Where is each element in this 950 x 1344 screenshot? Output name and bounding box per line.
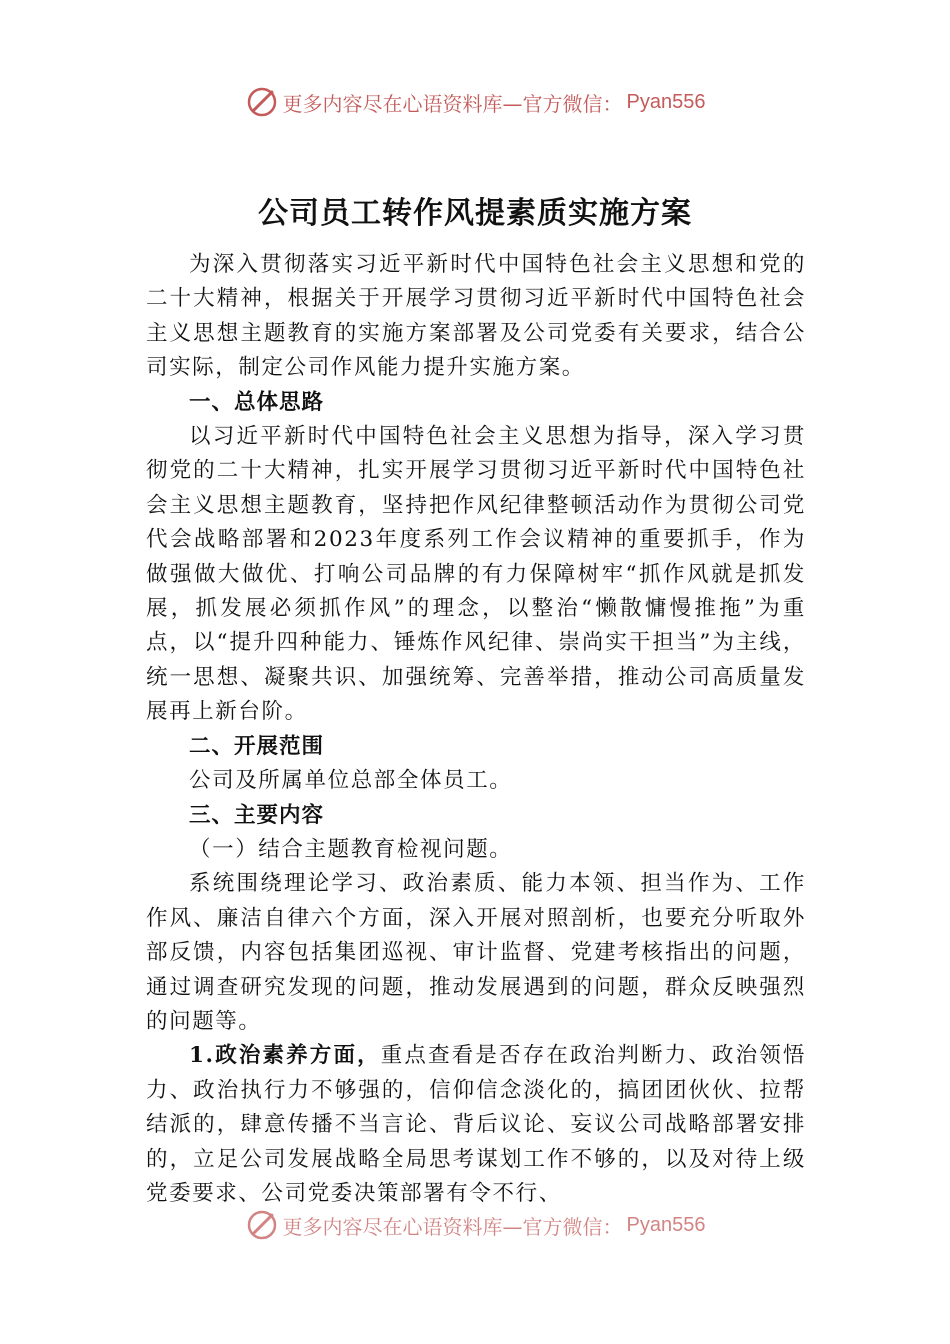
political-lead: 1.政治素养方面， <box>189 1043 381 1069</box>
brush-logo-icon <box>245 1208 279 1242</box>
watermark-text: 更多内容尽在心语资料库—官方微信： <box>282 1214 623 1239</box>
watermark-header <box>0 82 950 122</box>
intro-paragraph: 为深入贯彻落实习近平新时代中国特色社会主义思想和党的二十大精神，根据关于开展学习贯彻习近平新时代中国特色社会主义思想主题教育的实施方案部署及公司党委有关要求，结合公司实际，制定公司作风能力提升实施方案。 <box>146 252 806 381</box>
subsection-heading-review: （一）结合主题教育检视问题。 <box>189 836 513 862</box>
watermark-id: Pyan556 <box>626 90 706 113</box>
section-heading-scope: 二、开展范围 <box>189 733 325 759</box>
watermark-id: Pyan556 <box>626 1213 706 1236</box>
section-heading-overall: 一、总体思路 <box>189 389 325 415</box>
watermark-footer <box>0 1205 950 1245</box>
overall-paragraph: 以习近平新时代中国特色社会主义思想为指导，深入学习贯彻党的二十大精神，扎实开展学习贯彻习近平新时代中国特色社会主义思想主题教育，坚持把作风纪律整顿活动作为贯彻公司党代会战略部署和2023年度系列工作会议精神的重要抓手，作为做强做大做优、打响公司品牌的有力保障树牢“抓作风就是抓发展，抓发展必须抓作风”的理念，以整治“懒散慵慢推拖”为重点，以“提升四种能力、锤炼作风纪律、崇尚实干担当”为主线，统一思想、凝聚共识、加强统筹、完善举措，推动公司高质量发展再上新台阶。 <box>146 424 806 725</box>
section-heading-content: 三、主要内容 <box>189 802 325 828</box>
document-title: 公司员工转作风提素质实施方案 <box>258 196 692 231</box>
review-paragraph: 系统围绕理论学习、政治素质、能力本领、担当作为、工作作风、廉洁自律六个方面，深入开展对照剖析，也要充分听取外部反馈，内容包括集团巡视、审计监督、党建考核指出的问题，通过调查研究发现的问题，推动发展遇到的问题，群众反映强烈的问题等。 <box>146 871 806 1034</box>
brush-logo-icon <box>245 85 279 119</box>
political-body: 重点查看是否存在政治判断力、政治领悟力、政治执行力不够强的，信仰信念淡化的，搞团团伙伙、拉帮结派的，肆意传播不当言论、背后议论、妄议公司战略部署安排的，立足公司发展战略全局思考谋划工作不够的，以及对待上级党委要求、公司党委决策部署有令不行、 <box>146 1043 806 1206</box>
scope-paragraph: 公司及所属单位总部全体员工。 <box>189 768 513 794</box>
watermark-text: 更多内容尽在心语资料库—官方微信： <box>282 91 623 116</box>
document-body <box>146 248 806 1211</box>
political-paragraph <box>146 1039 806 1211</box>
